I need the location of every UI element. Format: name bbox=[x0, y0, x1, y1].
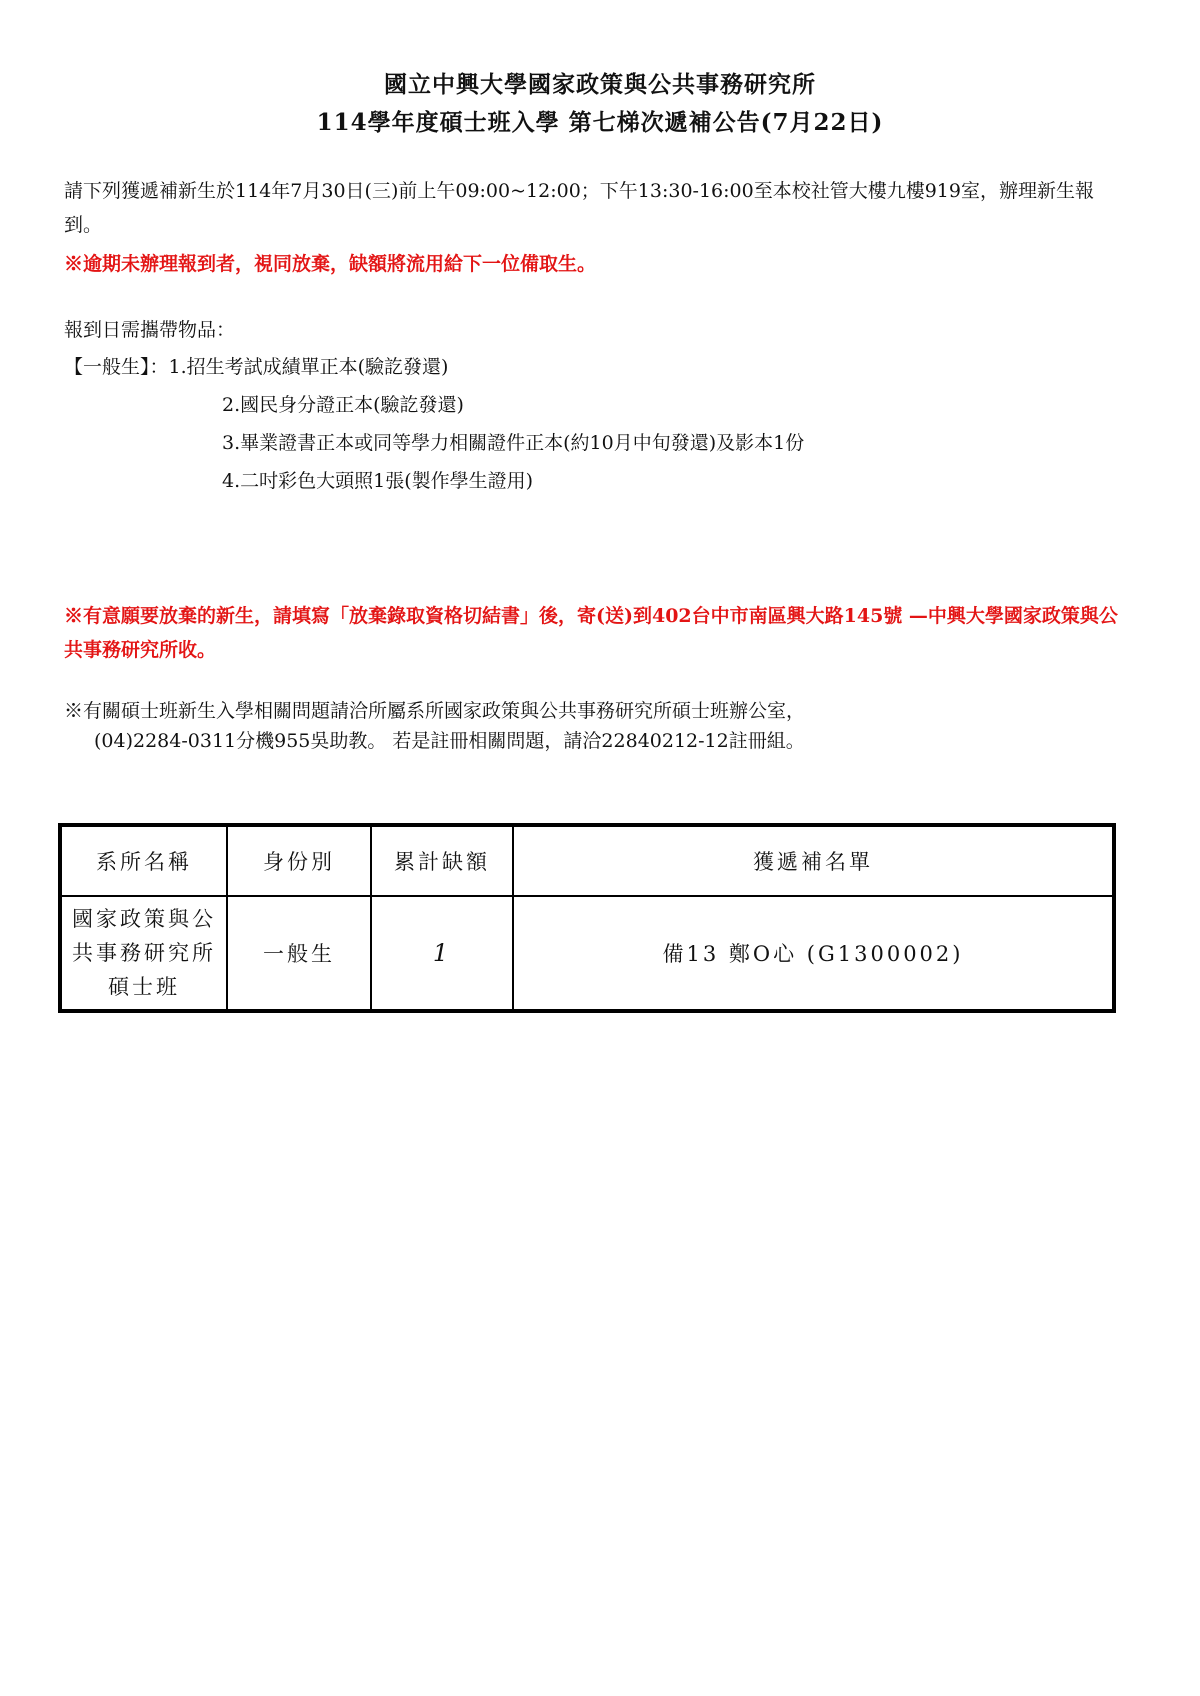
items-heading: 報到日需攜帶物品： bbox=[64, 319, 236, 341]
table-row bbox=[60, 896, 1114, 1011]
department-cell: 國家政策與公共事務研究所碩士班 bbox=[60, 896, 227, 1011]
header-admitted-list: 獲遞補名單 bbox=[513, 825, 1114, 896]
waitlist-table bbox=[58, 823, 1116, 1013]
general-student-label: 【一般生】： bbox=[64, 356, 169, 378]
general-student-items bbox=[64, 352, 448, 379]
contact-info-line1: ※有關碩士班新生入學相關問題請洽所屬系所國家政策與公共事務研究所碩士班辦公室， bbox=[64, 700, 806, 722]
item-2: 2.國民身分證正本(驗訖發還) bbox=[222, 394, 464, 416]
late-warning: ※逾期未辦理報到者，視同放棄，缺額將流用給下一位備取生。 bbox=[64, 253, 597, 275]
item-4: 4.二吋彩色大頭照1張(製作學生證用) bbox=[222, 470, 534, 492]
item-3: 3.畢業證書正本或同等學力相關證件正本(約10月中旬發還)及影本1份 bbox=[222, 432, 805, 454]
table-header-row bbox=[60, 825, 1114, 896]
admitted-name-cell: 備13 鄭O心 (G1300002) bbox=[513, 896, 1114, 1011]
give-up-warning: ※有意願要放棄的新生，請填寫「放棄錄取資格切結書」後，寄(送)到402台中市南區興大路145號 —中興大學國家政策與公共事務研究所收。 bbox=[64, 605, 1118, 661]
report-instructions: 請下列獲遞補新生於114年7月30日(三)前上午09:00~12:00；下午13:30-16:00至本校社管大樓九樓919室，辦理新生報到。 bbox=[64, 180, 1094, 236]
identity-cell: 一般生 bbox=[227, 896, 371, 1011]
document-subtitle: 114學年度碩士班入學 第七梯次遞補公告(7月22日) bbox=[316, 109, 884, 136]
vacancy-cell: 1 bbox=[371, 896, 513, 1011]
header-department: 系所名稱 bbox=[60, 825, 227, 896]
item-1: 1.招生考試成績單正本(驗訖發還) bbox=[168, 356, 449, 378]
header-cumulative-vacancy: 累計缺額 bbox=[371, 825, 513, 896]
document-title: 國立中興大學國家政策與公共事務研究所 bbox=[384, 71, 816, 98]
header-identity: 身份別 bbox=[227, 825, 371, 896]
contact-info-line2: (04)2284-0311分機955吳助教。 若是註冊相關問題，請洽22840212-12註冊組。 bbox=[94, 730, 805, 752]
